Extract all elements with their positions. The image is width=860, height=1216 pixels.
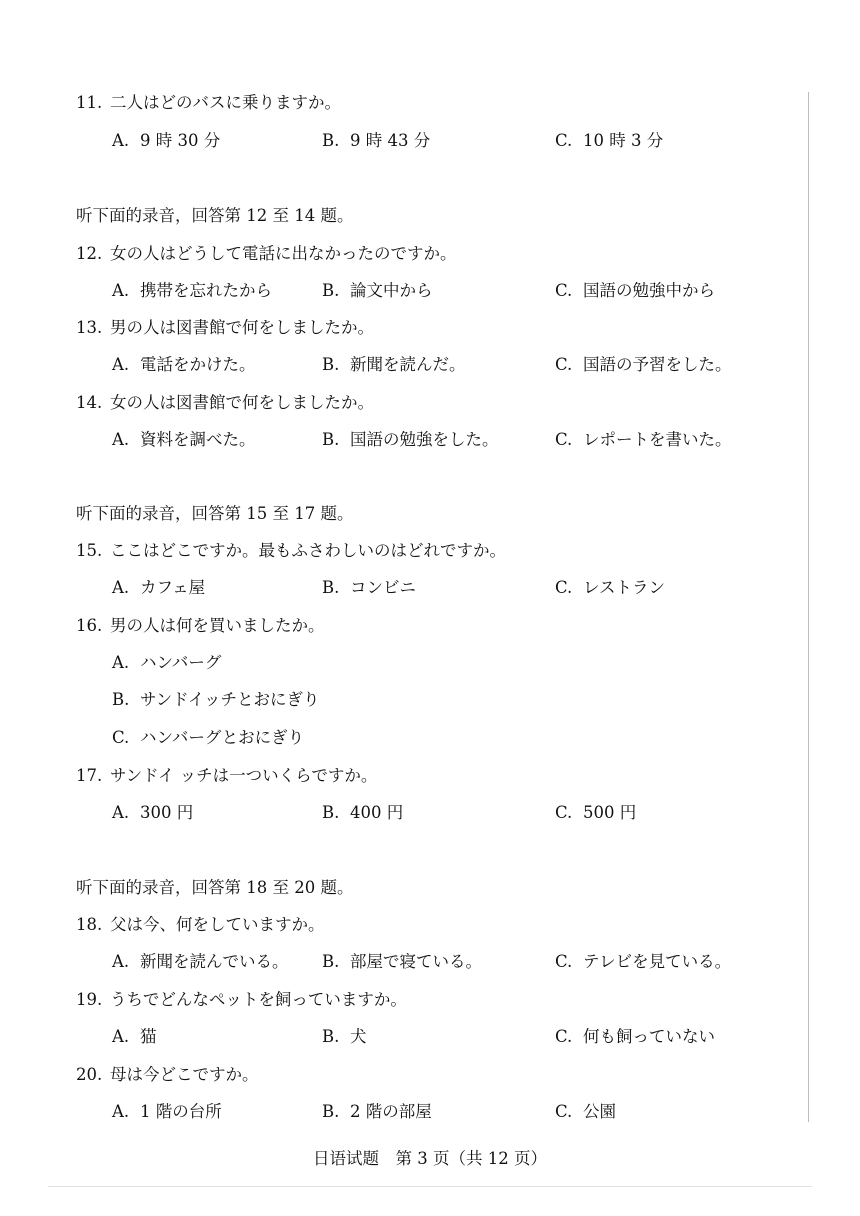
option-c: C. 国語の予習をした。 <box>555 355 732 374</box>
option-a: A. 資料を調べた。 <box>112 430 256 449</box>
question-number: 19. <box>76 990 103 1009</box>
question-text: 二人はどのバスに乗りますか。 <box>110 93 341 112</box>
question-13 <box>76 317 374 339</box>
option-a: A. 300 円 <box>112 803 194 822</box>
option-a: A. ハンバーグ <box>112 653 222 672</box>
question-text: 男の人は何を買いましたか。 <box>110 616 325 635</box>
option-c: C. レポートを書いた。 <box>555 430 732 449</box>
question-text: 女の人はどうして電話に出なかったのですか。 <box>110 244 457 263</box>
question-number: 14. <box>76 393 103 412</box>
option-a: A. 9 時 30 分 <box>112 131 221 150</box>
option-c: C. ハンバーグとおにぎり <box>112 728 305 747</box>
question-text: ここはどこですか。最もふさわしいのはどれですか。 <box>110 541 506 560</box>
option-a: A. 携帯を忘れたから <box>112 281 272 300</box>
option-b: B. 9 時 43 分 <box>322 131 431 150</box>
option-b: B. 新聞を読んだ。 <box>322 355 466 374</box>
question-number: 15. <box>76 541 103 560</box>
question-number: 12. <box>76 244 103 263</box>
question-number: 18. <box>76 915 103 934</box>
option-b: B. 2 階の部屋 <box>322 1102 432 1121</box>
option-a: A. 1 階の台所 <box>112 1102 222 1121</box>
right-margin-rule <box>808 92 809 1122</box>
question-11 <box>76 92 341 114</box>
option-c: C. 国語の勉強中から <box>555 281 715 300</box>
option-c: C. 500 円 <box>555 803 637 822</box>
question-16 <box>76 615 325 637</box>
question-18 <box>76 914 325 936</box>
option-b: B. サンドイッチとおにぎり <box>112 690 320 709</box>
option-c: C. 公園 <box>555 1102 616 1121</box>
option-b: B. 400 円 <box>322 803 404 822</box>
option-a: A. 猫 <box>112 1027 157 1046</box>
option-a: A. 新聞を読んでいる。 <box>112 952 289 971</box>
option-b: B. 犬 <box>322 1027 367 1046</box>
question-19 <box>76 989 407 1011</box>
option-c: C. 10 時 3 分 <box>555 131 664 150</box>
question-number: 13. <box>76 318 103 337</box>
question-text: 父は今、何をしていますか。 <box>110 915 325 934</box>
question-12 <box>76 243 457 265</box>
question-17 <box>76 765 377 787</box>
question-number: 11. <box>76 93 103 112</box>
page-footer: 日语试题 第 3 页（共 12 页） <box>313 1149 547 1168</box>
option-a: A. 電話をかけた。 <box>112 355 256 374</box>
section-instruction: 听下面的录音，回答第 12 至 14 题。 <box>76 206 354 225</box>
question-number: 20. <box>76 1065 103 1084</box>
option-c: C. レストラン <box>555 578 666 597</box>
question-14 <box>76 392 374 414</box>
section-instruction: 听下面的录音，回答第 18 至 20 题。 <box>76 878 354 897</box>
question-number: 16. <box>76 616 103 635</box>
question-15 <box>76 540 506 562</box>
option-b: B. コンビニ <box>322 578 416 597</box>
option-c: C. 何も飼っていない <box>555 1027 715 1046</box>
question-text: うちでどんなペットを飼っていますか。 <box>110 990 407 1009</box>
option-b: B. 国語の勉強をした。 <box>322 430 499 449</box>
question-text: サンドイ ッチは一ついくらですか。 <box>110 766 378 785</box>
question-number: 17. <box>76 766 103 785</box>
option-a: A. カフェ屋 <box>112 578 206 597</box>
question-text: 男の人は図書館で何をしましたか。 <box>110 318 374 337</box>
question-20 <box>76 1064 259 1086</box>
question-text: 女の人は図書館で何をしましたか。 <box>110 393 374 412</box>
option-b: B. 論文中から <box>322 281 433 300</box>
section-instruction: 听下面的录音，回答第 15 至 17 题。 <box>76 504 354 523</box>
question-text: 母は今どこですか。 <box>110 1065 259 1084</box>
bottom-rule <box>48 1186 812 1187</box>
option-c: C. テレビを見ている。 <box>555 952 732 971</box>
option-b: B. 部屋で寝ている。 <box>322 952 482 971</box>
